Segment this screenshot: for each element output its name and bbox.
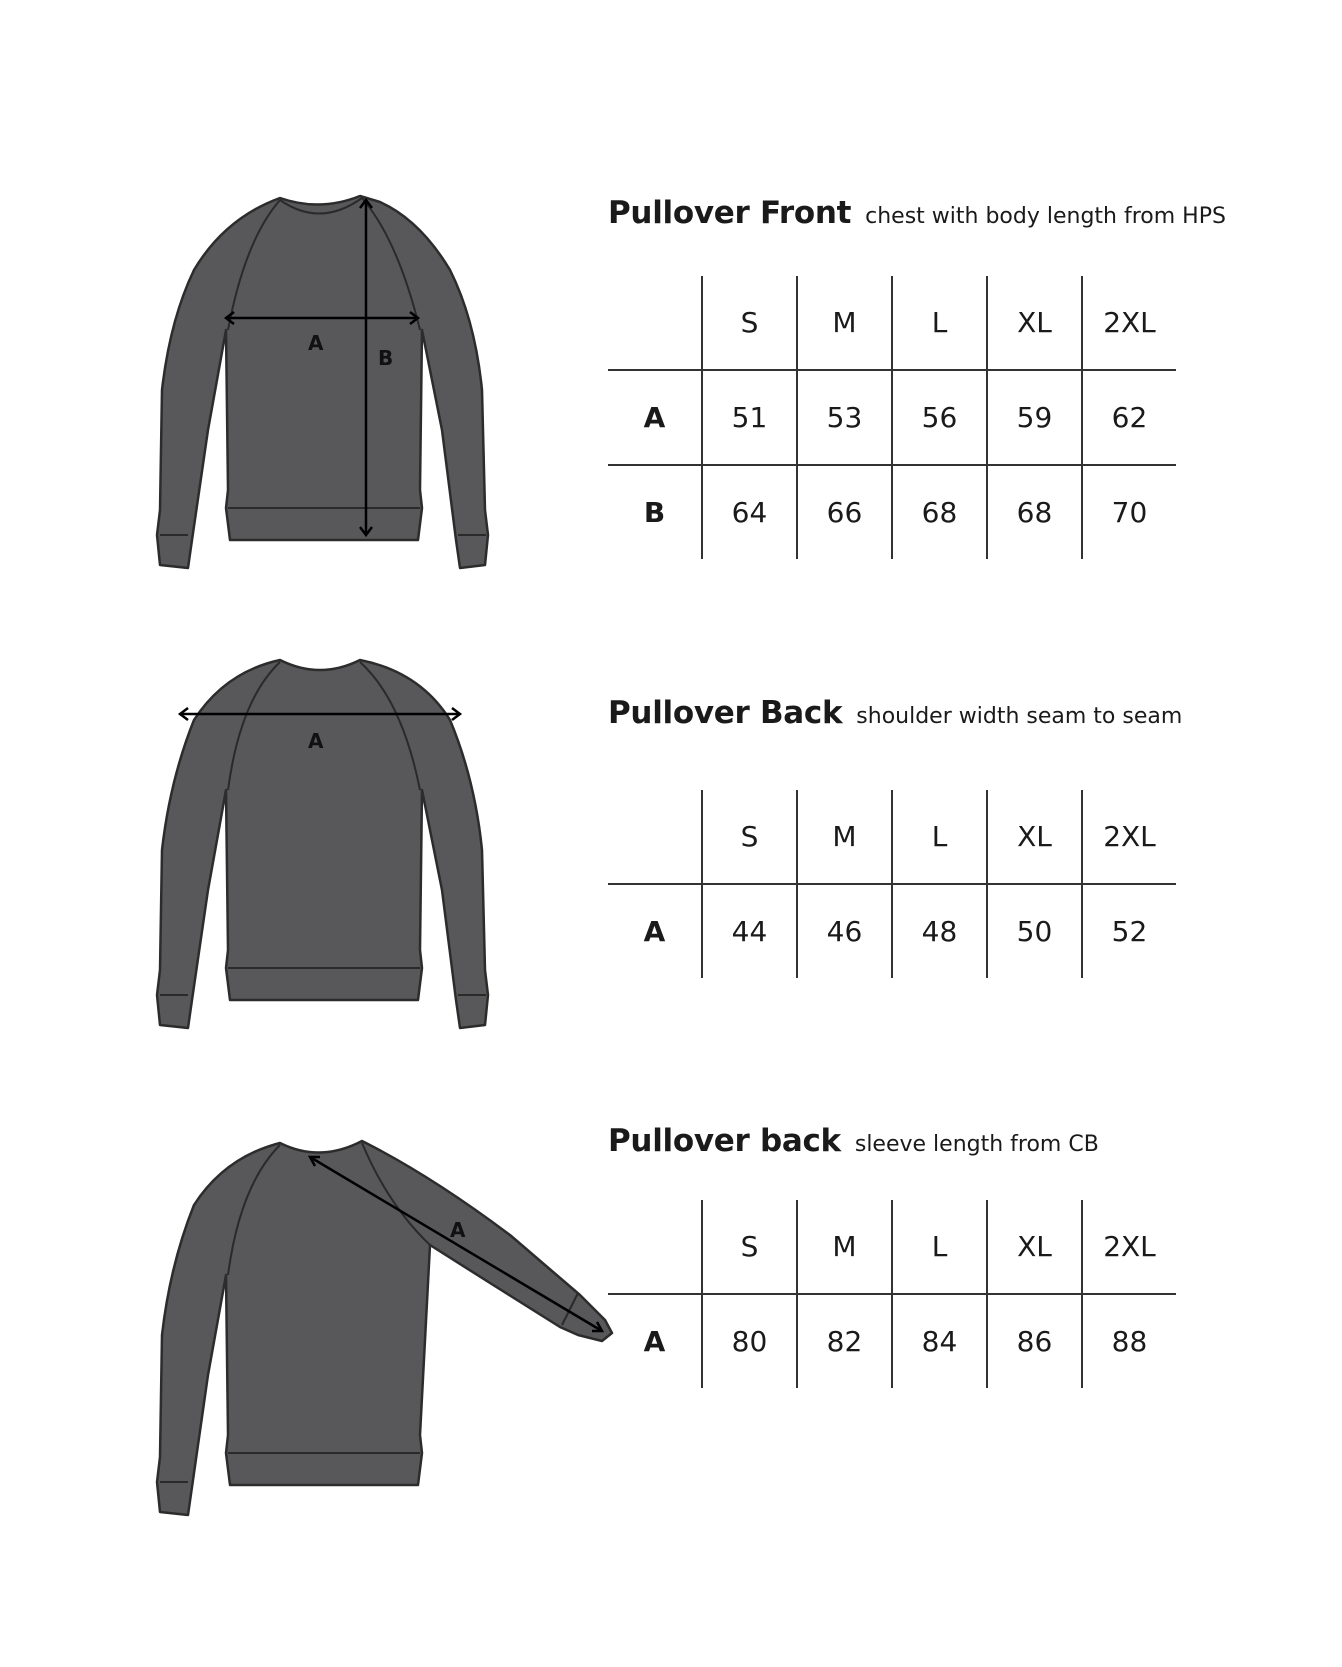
table-cell: 86 (987, 1294, 1082, 1388)
section-heading (608, 195, 1226, 231)
section-heading (608, 1123, 1099, 1159)
size-header: M (797, 790, 892, 884)
table-row (608, 465, 1176, 559)
table-cell: 84 (892, 1294, 987, 1388)
section-subtitle: sleeve length from CB (854, 1132, 1099, 1157)
table-cell: 82 (797, 1294, 892, 1388)
table-cell: 48 (892, 884, 987, 978)
table-cell: 64 (702, 465, 797, 559)
table-row (608, 884, 1176, 978)
section-title: Pullover Back (608, 695, 843, 731)
table-cell: 68 (987, 465, 1082, 559)
corner-cell (608, 1200, 702, 1294)
table-cell: 59 (987, 370, 1082, 465)
size-header: S (702, 276, 797, 370)
table-cell: 68 (892, 465, 987, 559)
table-row (608, 370, 1176, 465)
table-cell: 62 (1082, 370, 1176, 465)
table-header-row (608, 276, 1176, 370)
table-cell: 56 (892, 370, 987, 465)
table-cell: 46 (797, 884, 892, 978)
size-table-sleeve (608, 1200, 1176, 1388)
diagram-label-a: A (308, 331, 324, 355)
size-header: L (892, 1200, 987, 1294)
section-heading (608, 695, 1182, 731)
size-header: L (892, 276, 987, 370)
pullover-front-illustration (130, 190, 510, 590)
size-header: L (892, 790, 987, 884)
table-cell: 44 (702, 884, 797, 978)
table-cell: 53 (797, 370, 892, 465)
size-header: S (702, 790, 797, 884)
row-label: A (608, 1294, 702, 1388)
section-title: Pullover Front (608, 195, 852, 231)
row-label: A (608, 884, 702, 978)
table-header-row (608, 790, 1176, 884)
size-header: XL (987, 1200, 1082, 1294)
row-label: B (608, 465, 702, 559)
size-table-back (608, 790, 1176, 978)
size-header: 2XL (1082, 1200, 1176, 1294)
row-label: A (608, 370, 702, 465)
table-cell: 80 (702, 1294, 797, 1388)
corner-cell (608, 790, 702, 884)
table-cell: 66 (797, 465, 892, 559)
section-subtitle: chest with body length from HPS (865, 204, 1226, 229)
table-row (608, 1294, 1176, 1388)
corner-cell (608, 276, 702, 370)
diagram-label-a: A (450, 1218, 466, 1242)
table-cell: 51 (702, 370, 797, 465)
section-title: Pullover back (608, 1123, 841, 1159)
pullover-back-illustration (130, 650, 510, 1050)
size-header: 2XL (1082, 790, 1176, 884)
table-cell: 88 (1082, 1294, 1176, 1388)
table-header-row (608, 1200, 1176, 1294)
table-cell: 52 (1082, 884, 1176, 978)
size-table-front (608, 276, 1176, 559)
diagram-label-b: B (378, 346, 394, 370)
size-header: XL (987, 790, 1082, 884)
diagram-label-a: A (308, 729, 324, 753)
table-cell: 70 (1082, 465, 1176, 559)
size-header: S (702, 1200, 797, 1294)
size-header: XL (987, 276, 1082, 370)
pullover-sleeve-illustration (130, 1135, 630, 1535)
size-header: M (797, 1200, 892, 1294)
section-subtitle: shoulder width seam to seam (856, 704, 1183, 729)
size-header: M (797, 276, 892, 370)
table-cell: 50 (987, 884, 1082, 978)
size-header: 2XL (1082, 276, 1176, 370)
